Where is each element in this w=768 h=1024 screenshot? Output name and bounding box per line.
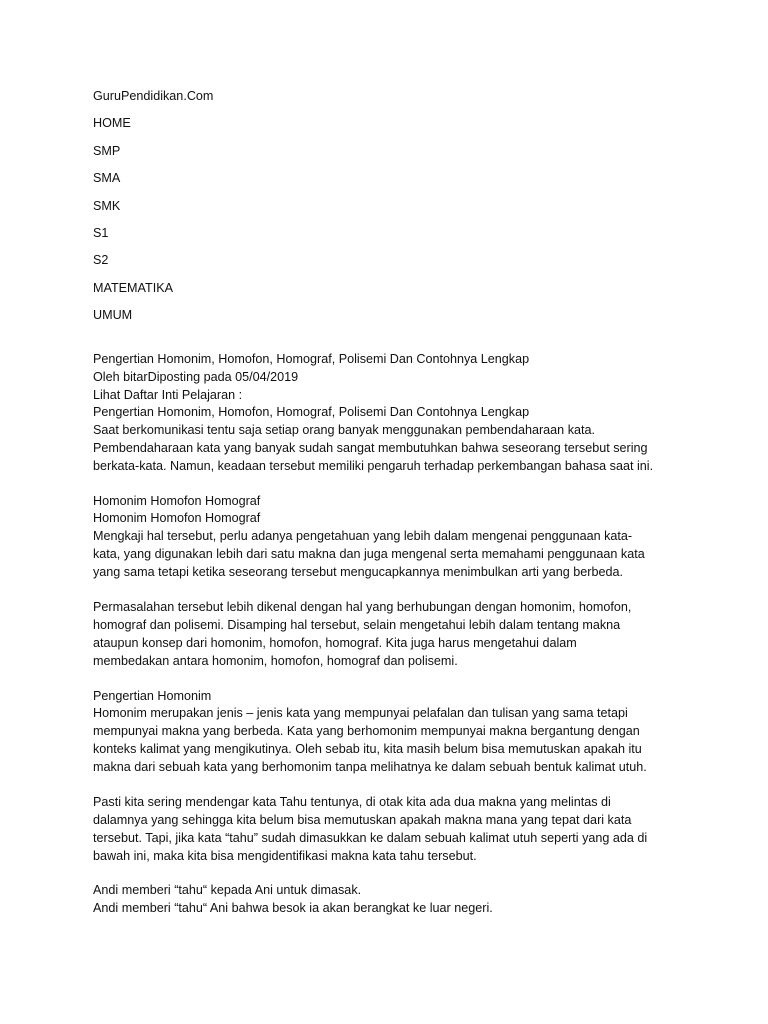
toc-label[interactable]: Lihat Daftar Inti Pelajaran : <box>93 388 243 402</box>
paragraph-line: ataupun konsep dari homonim, homofon, homograf. Kita juga harus mengetahui dalam <box>93 636 577 650</box>
paragraph-line: membedakan antara homonim, homofon, homograf dan polisemi. <box>93 654 458 668</box>
nav-item-umum[interactable]: UMUM <box>93 308 133 322</box>
site-name[interactable]: GuruPendidikan.Com <box>93 89 214 103</box>
article-byline: Oleh bitarDiposting pada 05/04/2019 <box>93 370 299 384</box>
intro-line: Saat berkomunikasi tentu saja setiap orang banyak menggunakan pembendaharaan kata. <box>93 423 595 437</box>
article-title: Pengertian Homonim, Homofon, Homograf, Polisemi Dan Contohnya Lengkap <box>93 352 530 366</box>
nav-item-sma[interactable]: SMA <box>93 171 121 185</box>
nav-item-s2[interactable]: S2 <box>93 253 109 267</box>
paragraph-line: Homonim merupakan jenis – jenis kata yang mempunyai pelafalan dan tulisan yang sama tetapi <box>93 706 628 720</box>
paragraph-line: makna dari sebuah kata yang berhomonim tanpa melihatnya ke dalam sebuah bentuk kalimat utuh. <box>93 760 647 774</box>
toc-title[interactable]: Pengertian Homonim, Homofon, Homograf, Polisemi Dan Contohnya Lengkap <box>93 405 530 419</box>
paragraph-line: dalamnya yang sehingga kita belum bisa memutuskan apakah makna mana yang tepat dari kata <box>93 813 632 827</box>
paragraph-line: tersebut. Tapi, jika kata “tahu” sudah dimasukkan ke dalam sebuah kalimat utuh seperti yang ada di <box>93 831 648 845</box>
paragraph-line: mempunyai makna yang berbeda. Kata yang berhomonim mempunyai makna bergantung dengan <box>93 724 640 738</box>
intro-line: berkata-kata. Namun, keadaan tersebut memiliki pengaruh terhadap perkembangan bahasa saat ini. <box>93 459 654 473</box>
example-sentence: Andi memberi “tahu“ kepada Ani untuk dimasak. <box>93 883 362 897</box>
section-heading: Homonim Homofon Homograf <box>93 494 261 508</box>
paragraph-line: kata, yang digunakan lebih dari satu makna dan juga mengenal serta memahami penggunaan kata <box>93 547 645 561</box>
paragraph-line: Pasti kita sering mendengar kata Tahu tentunya, di otak kita ada dua makna yang melintas di <box>93 795 611 809</box>
section-heading: Pengertian Homonim <box>93 689 212 703</box>
nav-item-smp[interactable]: SMP <box>93 144 121 158</box>
nav-item-matematika[interactable]: MATEMATIKA <box>93 281 173 295</box>
paragraph-line: bawah ini, maka kita bisa mengidentifikasi makna kata tahu tersebut. <box>93 849 477 863</box>
intro-line: Pembendaharaan kata yang banyak sudah sangat membutuhkan bahwa seseorang tersebut sering <box>93 441 648 455</box>
example-sentence: Andi memberi “tahu“ Ani bahwa besok ia akan berangkat ke luar negeri. <box>93 901 493 915</box>
paragraph-line: yang sama tetapi ketika seseorang tersebut mengucapkannya menimbulkan arti yang berbeda. <box>93 565 623 579</box>
section-heading: Homonim Homofon Homograf <box>93 511 261 525</box>
paragraph-line: konteks kalimat yang mengikutinya. Oleh sebab itu, kita masih belum bisa memutuskan apakah itu <box>93 742 642 756</box>
nav-item-home[interactable]: HOME <box>93 116 131 130</box>
nav-item-smk[interactable]: SMK <box>93 199 121 213</box>
paragraph-line: Mengkaji hal tersebut, perlu adanya pengetahuan yang lebih dalam mengenai penggunaan kata- <box>93 529 633 543</box>
nav-item-s1[interactable]: S1 <box>93 226 109 240</box>
paragraph-line: homograf dan polisemi. Disamping hal tersebut, selain mengetahui lebih dalam tentang makna <box>93 618 621 632</box>
paragraph-line: Permasalahan tersebut lebih dikenal dengan hal yang berhubungan dengan homonim, homofon, <box>93 600 632 614</box>
